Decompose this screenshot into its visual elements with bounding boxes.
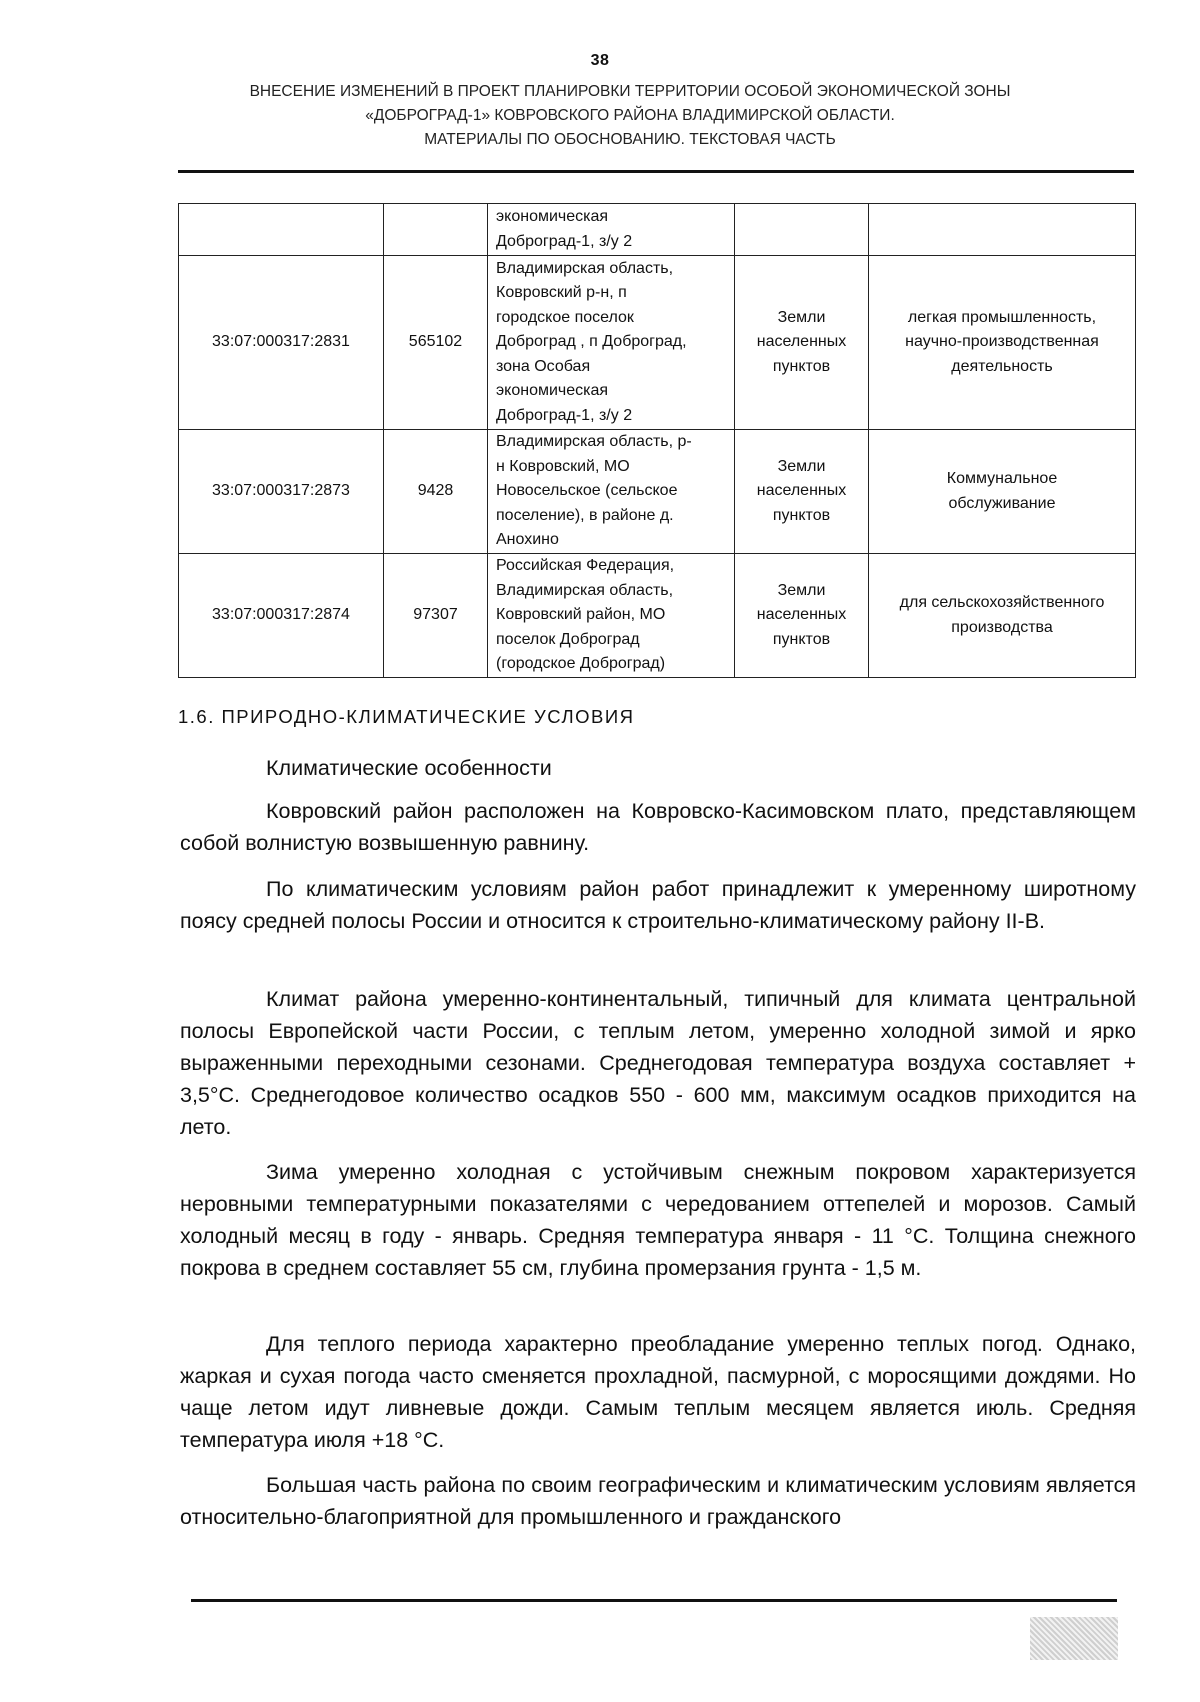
header-line-2: «ДОБРОГРАД-1» КОВРОВСКОГО РАЙОНА ВЛАДИМИРСКОЙ ОБЛАСТИ. (365, 107, 895, 124)
paragraph: Большая часть района по своим географическим и климатическим условиям является относительно-благоприятной для промышленного и гражданского (180, 1473, 1136, 1529)
cell-line: поселение), в районе д. (496, 506, 674, 524)
table-row (179, 554, 1136, 678)
land-category-cell (735, 554, 869, 678)
header-rule (178, 170, 1134, 173)
table-row (179, 430, 1136, 554)
cadastral-number-cell (179, 204, 384, 256)
section-title: 1.6. ПРИРОДНО-КЛИМАТИЧЕСКИЕ УСЛОВИЯ (178, 706, 635, 727)
cell-line: научно-производственная (905, 333, 1099, 351)
section-subheading: Климатические особенности (266, 756, 552, 780)
cell-line: Земли (777, 581, 826, 599)
cell-line: Владимирская область, (496, 259, 674, 277)
cell-line: пунктов (772, 357, 831, 375)
address-cell (488, 204, 735, 256)
cell-line: (городское Доброград) (496, 655, 666, 673)
cell-line: зона Особая (496, 357, 591, 375)
cell-line: производства (951, 618, 1053, 636)
land-category-cell (735, 430, 869, 554)
cell-line: легкая промышленность, (907, 308, 1097, 326)
land-category-cell (735, 256, 869, 430)
paragraph: Климат района умеренно-континентальный, типичный для климата центральной полосы Европейской части России, с теплым летом, умеренно холодной зимой и ярко выраженными переходными сезонами. Среднегодовая температура воздуха составляет + 3,5°С. Среднегодовое количество осадков 550 - 600 мм, максимум осадков приходится на лето. (180, 987, 1136, 1139)
cell-line: населенных (756, 482, 847, 500)
cadastral-number-cell: 33:07:000317:2874 (179, 554, 384, 678)
header-line-3: МАТЕРИАЛЫ ПО ОБОСНОВАНИЮ. ТЕКСТОВАЯ ЧАСТЬ (424, 131, 836, 148)
cadastral-number-cell: 33:07:000317:2831 (179, 256, 384, 430)
cell-line: населенных (756, 333, 847, 351)
footer-rule (191, 1599, 1117, 1602)
permitted-use-cell (869, 256, 1136, 430)
permitted-use-cell (869, 430, 1136, 554)
address-cell (488, 554, 735, 678)
cell-line: Новосельское (сельское (496, 482, 678, 500)
cell-line: Земли (777, 457, 826, 475)
cell-line: экономическая (496, 382, 609, 400)
cell-line: пунктов (772, 630, 831, 648)
cell-line: Доброград , п Доброград, (496, 333, 687, 351)
cell-line: Владимирская область, р- (496, 433, 692, 451)
address-cell (488, 256, 735, 430)
cell-line: Коммунальное (946, 470, 1058, 487)
page-number: 38 (590, 52, 610, 69)
header-line-1: ВНЕСЕНИЕ ИЗМЕНЕНИЙ В ПРОЕКТ ПЛАНИРОВКИ ТЕРРИТОРИИ ОСОБОЙ ЭКОНОМИЧЕСКОЙ ЗОНЫ (249, 83, 1011, 100)
permitted-use-cell (869, 554, 1136, 678)
cell-line: Земли (777, 308, 826, 326)
cell-line: экономическая (496, 208, 609, 225)
land-category-cell (735, 204, 869, 256)
paragraph: По климатическим условиям район работ принадлежит к умеренному широтному поясу средней полосы России и относится к строительно-климатическому району II-В. (180, 877, 1136, 933)
address-cell (488, 430, 735, 554)
cell-line: Анохино (496, 531, 559, 549)
land-plots-table-body (179, 204, 1136, 678)
area-cell: 9428 (384, 430, 488, 554)
cadastral-number-cell: 33:07:000317:2873 (179, 430, 384, 554)
cell-line: деятельность (951, 357, 1053, 375)
paragraph: Зима умеренно холодная с устойчивым снежным покровом характеризуется неровными температурными показателями с чередованием оттепелей и морозов. Самый холодный месяц в году - январь. Средняя температура января - 11 °С. Толщина снежного покрова в среднем составляет 55 см, глубина промерзания грунта - 1,5 м. (180, 1160, 1136, 1280)
cell-line: Владимирская область, (496, 581, 674, 599)
cell-line: Доброград-1, з/у 2 (496, 406, 633, 424)
cell-line: поселок Доброград (496, 630, 640, 648)
cell-line: городское поселок (496, 308, 634, 326)
cell-line: Ковровский р-н, п (496, 284, 627, 302)
cell-line: пунктов (772, 506, 831, 524)
cell-line: Российская Федерация, (496, 557, 675, 575)
cell-line: населенных (756, 606, 847, 624)
paragraph: Ковровский район расположен на Ковровско-Касимовском плато, представляющем собой волнистую возвышенную равнину. (180, 799, 1136, 855)
document-header (150, 80, 1110, 152)
land-plots-table (178, 203, 1136, 678)
area-cell (384, 204, 488, 256)
paragraph: Для теплого периода характерно преобладание умеренно теплых погод. Однако, жаркая и сухая погода часто сменяется прохладной, пасмурной, с моросящими дождями. Но чаще летом идут ливневые дожди. Самым теплым месяцем является июль. Средняя температура июля +18 °С. (180, 1332, 1136, 1452)
area-cell: 565102 (384, 256, 488, 430)
cell-line: Доброград-1, з/у 2 (496, 232, 633, 250)
cell-line: обслуживание (948, 494, 1056, 512)
scan-stamp (1030, 1617, 1118, 1660)
cell-line: для сельскохозяйственного (899, 594, 1105, 611)
permitted-use-cell (869, 204, 1136, 256)
cell-line: Ковровский район, МО (496, 606, 666, 624)
table-row (179, 204, 1136, 256)
table-row (179, 256, 1136, 430)
cell-line: н Ковровский, МО (496, 457, 630, 475)
area-cell: 97307 (384, 554, 488, 678)
